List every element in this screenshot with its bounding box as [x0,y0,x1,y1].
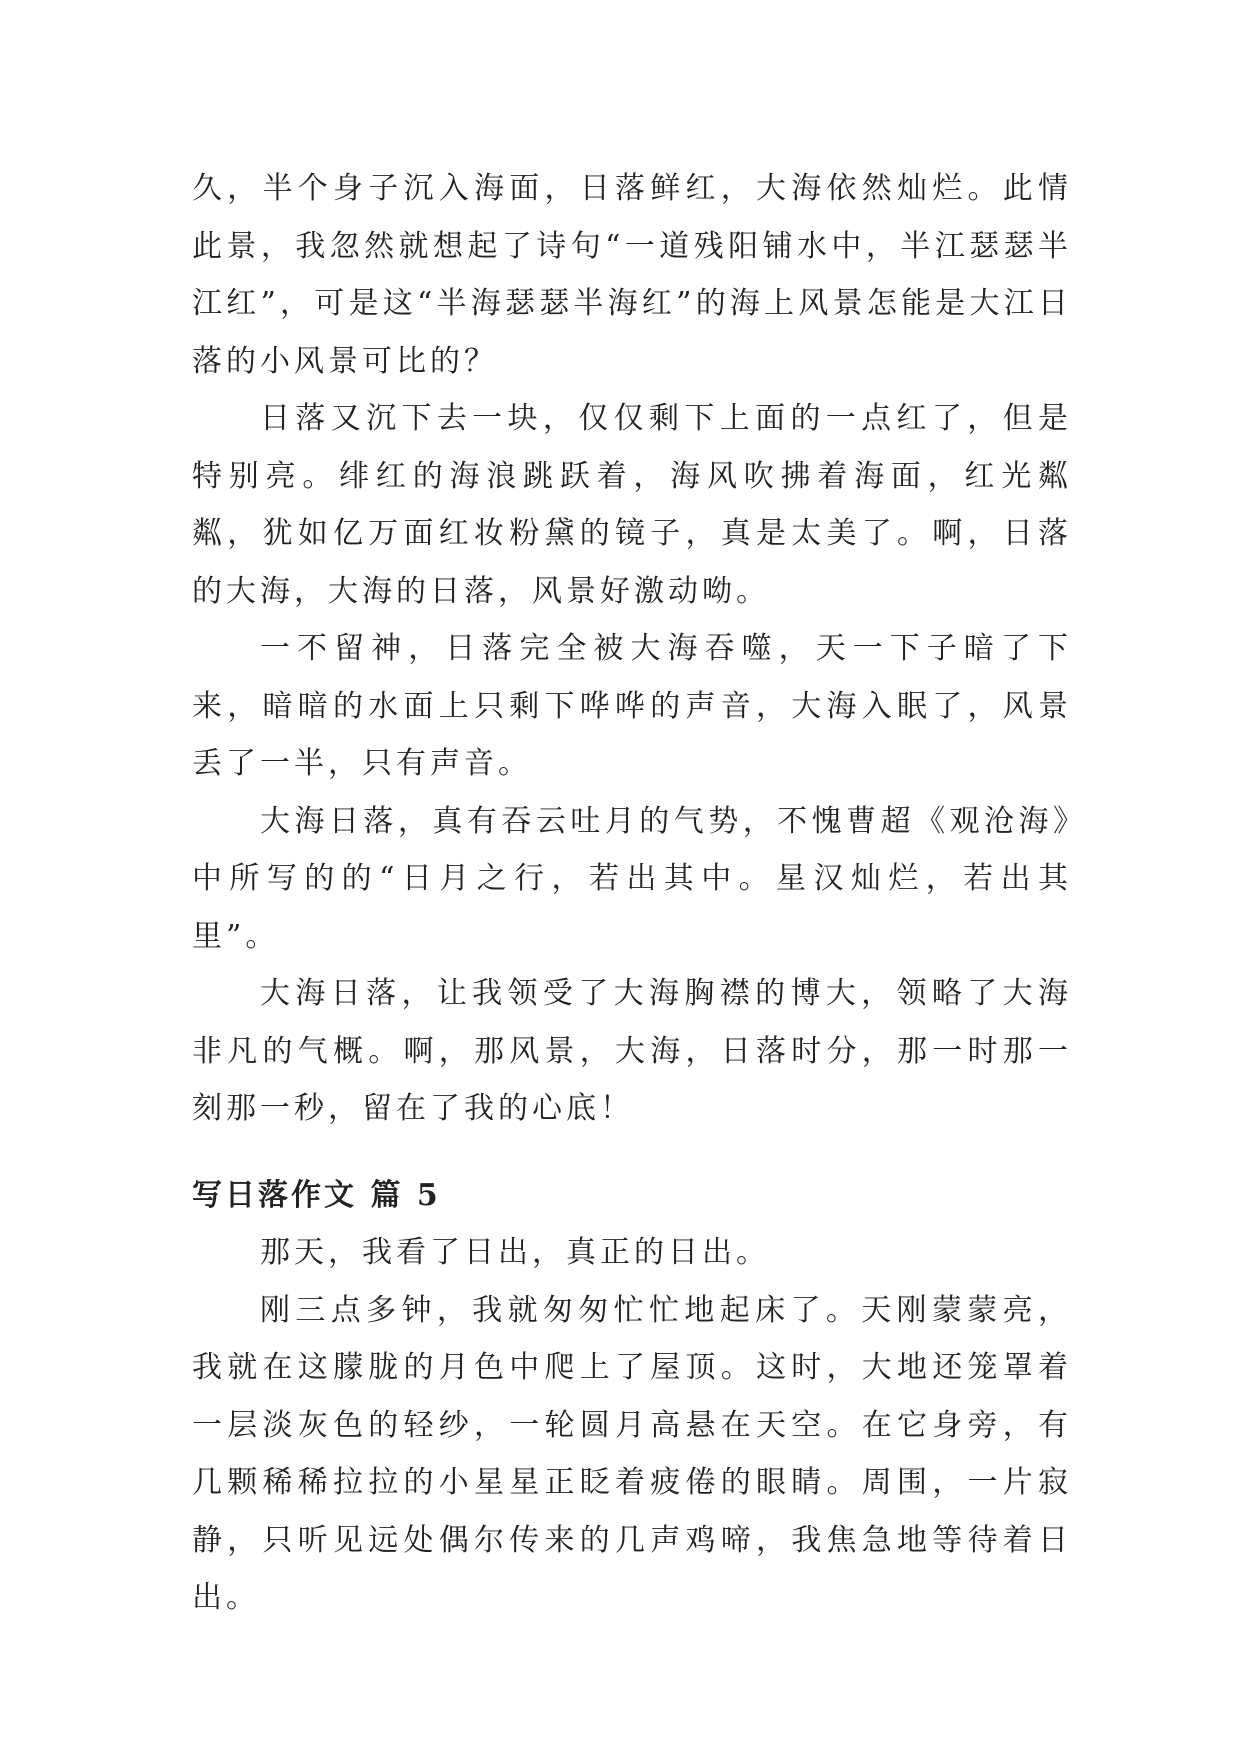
paragraph: 大海日落，让我领受了大海胸襟的博大，领略了大海非凡的气概。啊，那风景，大海，日落时分，那一时那一刻那一秒，留在了我的心底！ [192,976,1072,1126]
paragraph: 一不留神，日落完全被大海吞噬，天一下子暗了下来，暗暗的水面上只剩下哗哗的声音，大海入眠了，风景丢了一半，只有声音。 [192,631,1072,781]
paragraph: 那天，我看了日出，真正的日出。 [260,1235,770,1270]
paragraph: 刚三点多钟，我就匆匆忙忙地起床了。天刚蒙蒙亮，我就在这朦胧的月色中爬上了屋顶。这时，大地还笼罩着一层淡灰色的轻纱，一轮圆月高悬在天空。在它身旁，有几颗稀稀拉拉的小星星正眨着疲倦的眼睛。周围，一片寂静，只听见远处偶尔传来的几声鸡啼，我焦急地等待着日出。 [192,1292,1072,1615]
paragraph: 日落又沉下去一块，仅仅剩下上面的一点红了，但是特别亮。绯红的海浪跳跃着，海风吹拂着海面，红光粼粼，犹如亿万面红妆粉黛的镜子，真是太美了。啊，日落的大海，大海的日落，风景好激动呦。 [192,401,1072,609]
paragraph: 大海日落，真有吞云吐月的气势，不愧曹超《观沧海》中所写的的“日月之行，若出其中。星汉灿烂，若出其里”。 [192,803,1072,954]
section-heading: 写日落作文 篇 5 [192,1177,441,1213]
document-body [192,160,1072,1627]
paragraph: 久，半个身子沉入海面，日落鲜红，大海依然灿烂。此情此景，我忽然就想起了诗句“一道残阳铺水中，半江瑟瑟半江红”，可是这“半海瑟瑟半海红”的海上风景怎能是大江日落的小风景可比的？ [192,171,1072,379]
